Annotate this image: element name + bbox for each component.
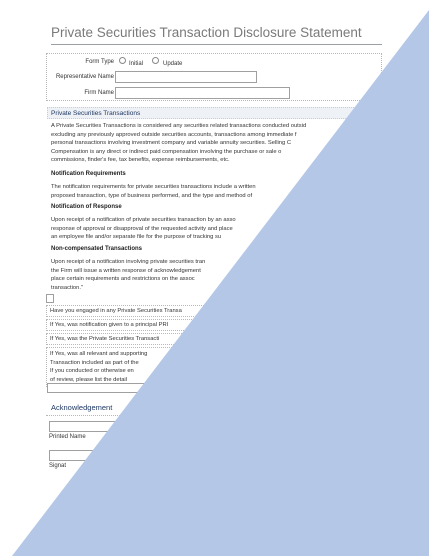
question-line: of review, please list the detail <box>50 376 128 383</box>
radio-update-label: Update <box>163 61 183 67</box>
notification-response-heading: Notification of Response <box>51 204 122 210</box>
question-line: If you conducted or otherwise en <box>50 368 134 375</box>
question-notification: If Yes, was notification given to a principal PRI <box>46 319 382 331</box>
radio-initial-label: Initial <box>129 61 144 67</box>
pst-line: excluding any previously approved outside securities accounts, transactions among immediate f <box>51 131 297 138</box>
notification-line: The notification requirements for private securities transactions include a written <box>51 184 256 190</box>
representative-name-label: Representative Name <box>55 74 114 80</box>
noncomp-line: transaction." <box>51 284 84 291</box>
question-approved: If Yes, was the Private Securities Transacti <box>46 333 382 345</box>
printed-name-label: Printed Name <box>49 434 86 440</box>
acknowledgement-heading: Acknowledgement <box>51 403 113 412</box>
firm-name-label: Firm Name <box>84 90 114 96</box>
question-line: If Yes, was all relevant and supporting <box>50 351 148 357</box>
noncomp-line: place certain requirements and restrictions on the assoc <box>51 276 195 283</box>
pst-line: commissions, finder's fee, tax benefits, expense reimbursements, etc. <box>51 157 230 164</box>
pst-line: personal transactions involving investment company and variable annuity securities. Selling C <box>51 140 292 147</box>
non-compensated-heading: Non-compensated Transactions <box>51 246 143 252</box>
noncomp-line: the Firm will issue a written response of acknowledgement <box>51 267 201 274</box>
question-engaged: Have you engaged in any Private Securities Transa <box>46 305 382 317</box>
overlay-triangle <box>12 10 429 556</box>
response-line: an employee file and/or separate file for the purpose of tracking su <box>51 234 222 241</box>
signature-label: Signat <box>49 463 67 469</box>
response-line: Upon receipt of a notification of private securities transaction by an asso <box>51 217 236 223</box>
noncomp-line: Upon receipt of a notification involving private securities tran <box>51 259 206 265</box>
pst-line: Compensation is any direct or indirect paid compensation involving the purchase or sale o <box>51 148 282 155</box>
notification-requirements-heading: Notification Requirements <box>51 171 126 177</box>
section-heading-pst: Private Securities Transactions <box>47 107 382 119</box>
question-line: Transaction included as part of the <box>50 359 139 366</box>
form-type-label: Form Type <box>85 59 114 65</box>
response-line: response of approval or disapproval of the requested activity and place <box>51 225 233 232</box>
notification-line: proposed transaction, type of business performed, and the type and method of <box>51 192 253 199</box>
page-title: Private Securities Transaction Disclosure Statement <box>51 25 362 40</box>
pst-line: A Private Securities Transactions is considered any securities related transactions conducted outsid <box>51 123 307 129</box>
